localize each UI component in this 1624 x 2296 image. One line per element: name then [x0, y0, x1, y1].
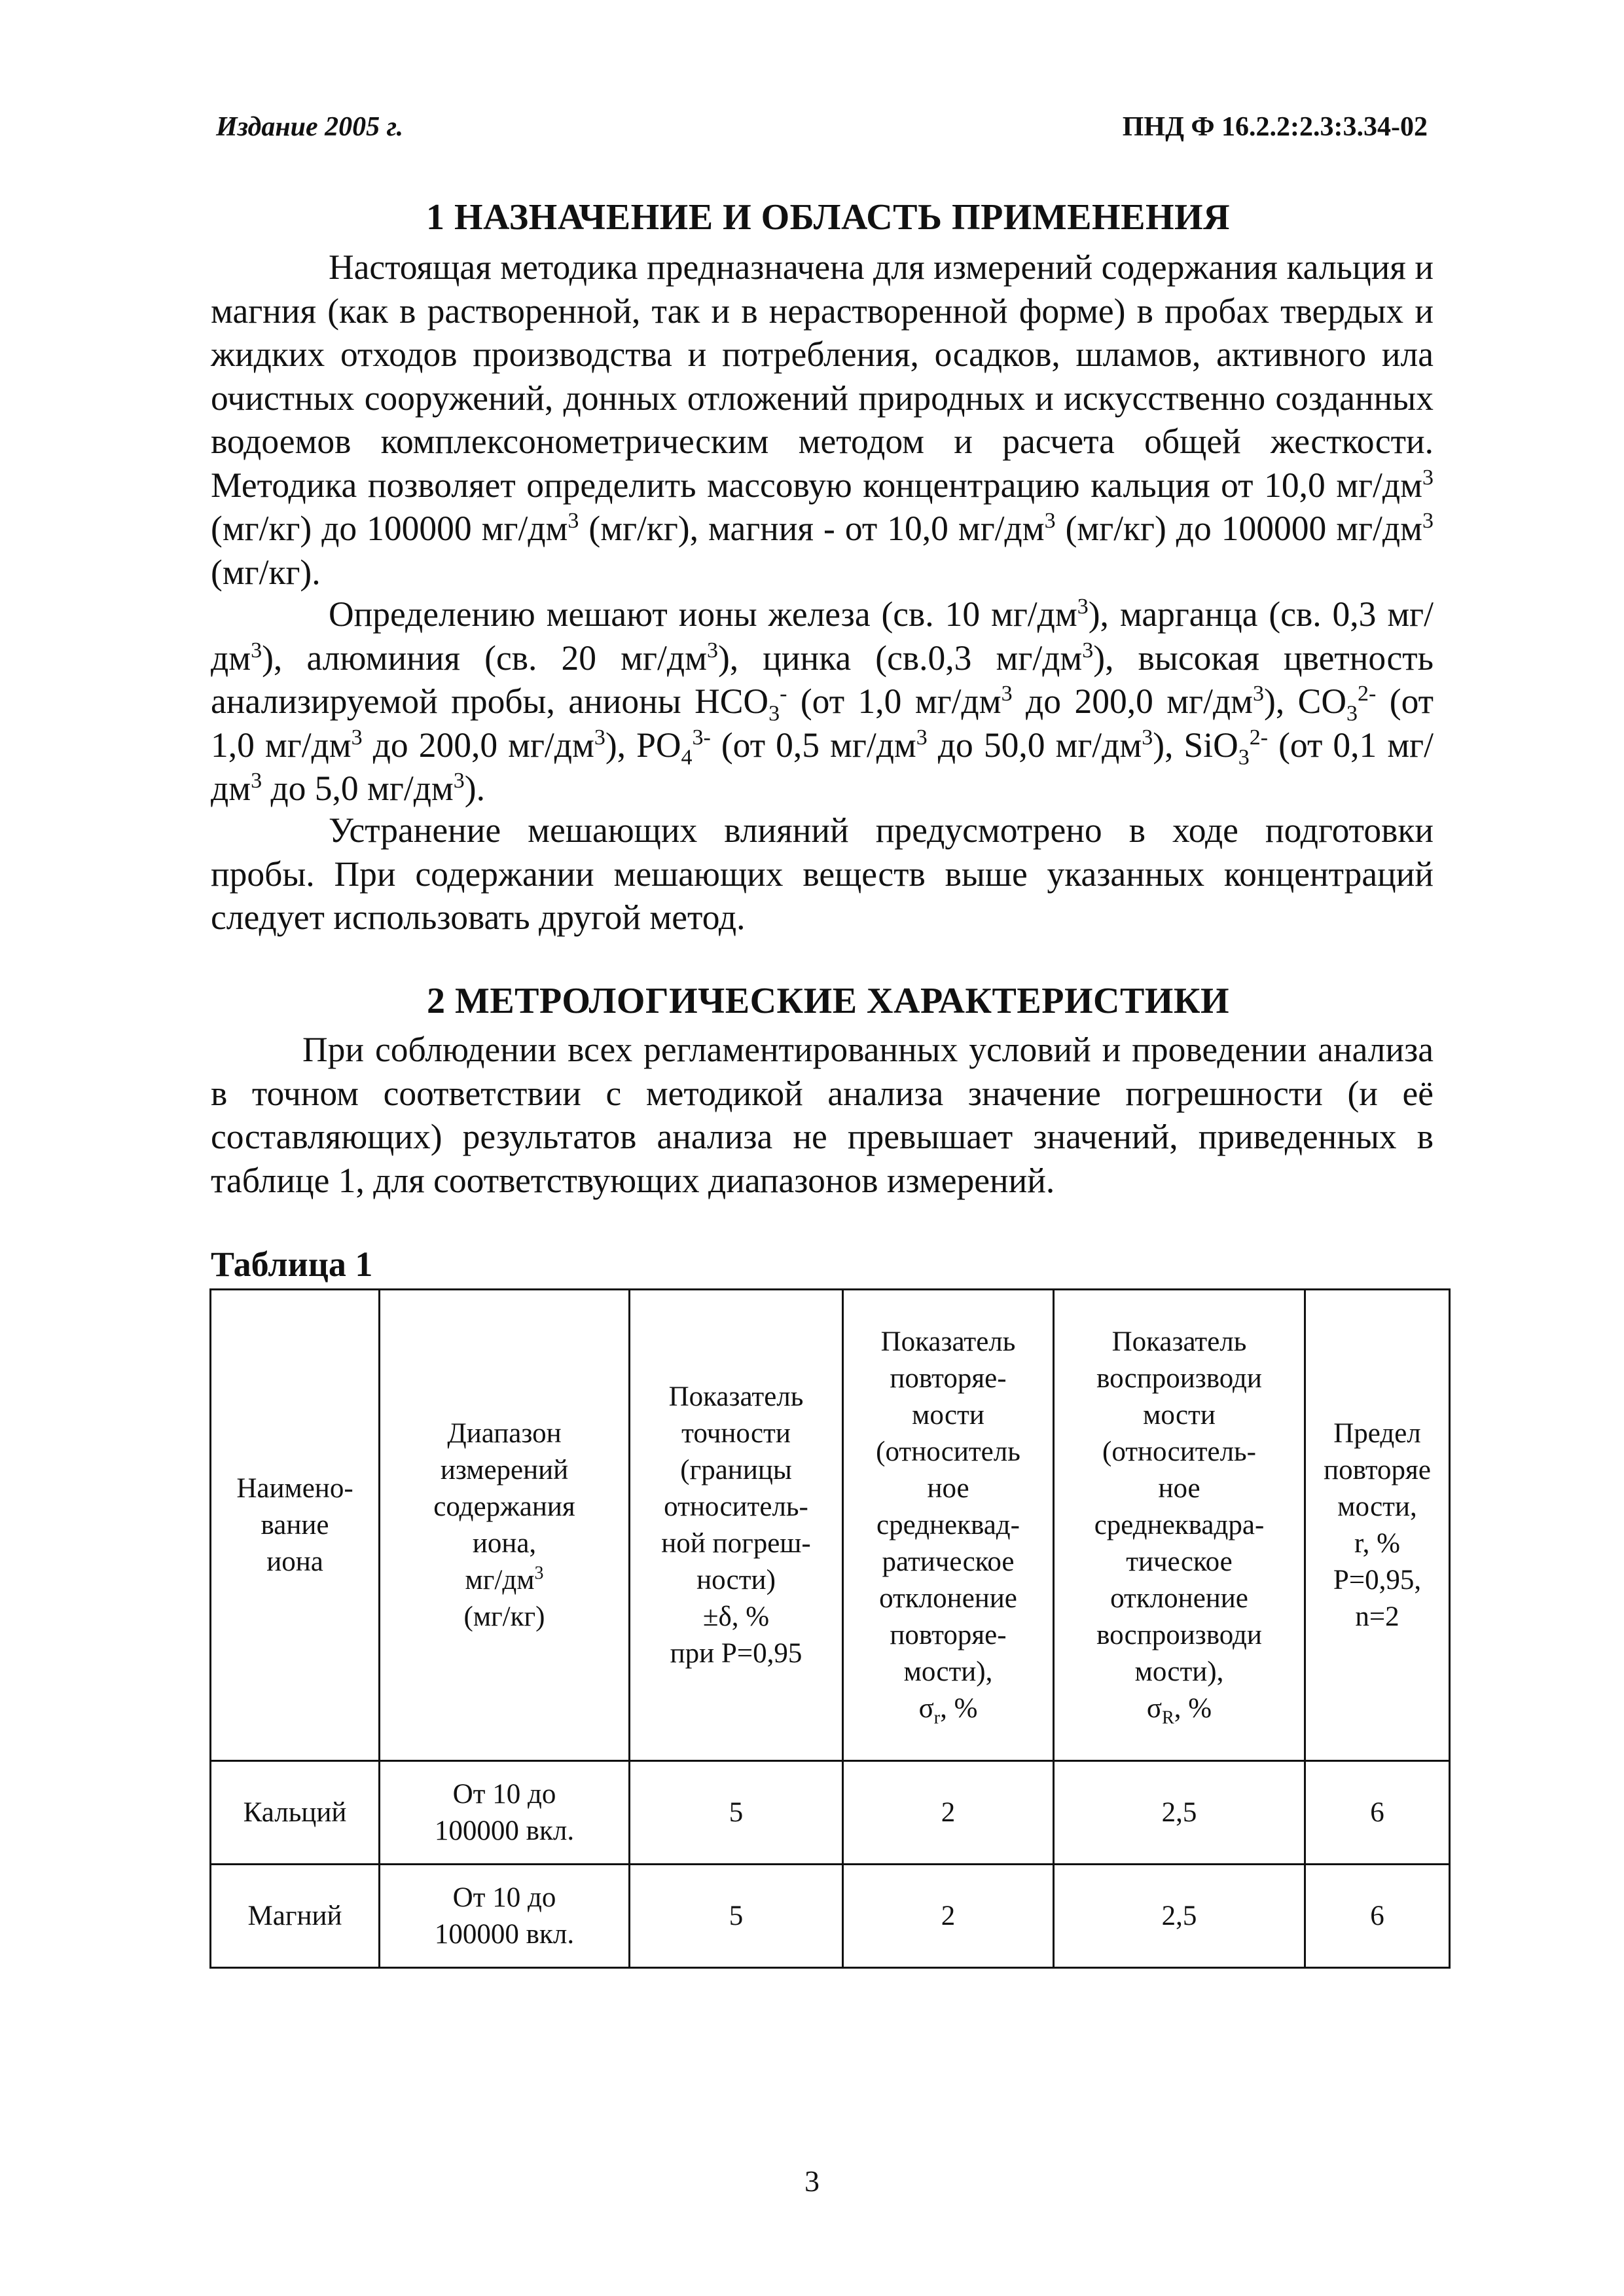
cell-limit: 6: [1305, 1865, 1450, 1968]
section-1-title: 1 НАЗНАЧЕНИЕ И ОБЛАСТЬ ПРИМЕНЕНИЯ: [425, 197, 1231, 238]
cell-repeatability: 2: [843, 1865, 1054, 1968]
section-1-paragraph-2: Определению мешают ионы железа (св. 10 $мг/дм^3$), марганца (св. 0,3 $мг/дм^3$), алюминия (св. 20 $мг/дм^3$), цинка (св.0,3 $мг/дм^3$), высокая цветность анализируемой пробы, анионы $HCO_3^-$ (от 1,0 $мг/дм^3$ до 200,0 $мг/дм^3$), $CO_3^{2-}$ (от 1,0 $мг/дм^3$ до 200,0 $мг/дм^3$), $PO_4^{3-}$ (от 0,5 $мг/дм^3$ до 50,0 $мг/дм^3$), SiO$_3^{2-}$ (от 0,1 $мг/дм^3$ до 5,0 $мг/дм^3$).: [211, 594, 1434, 808]
section-2-title: 2 МЕТРОЛОГИЧЕСКИЕ ХАРАКТЕРИСТИКИ: [426, 981, 1230, 1021]
table-row: [211, 1761, 1450, 1865]
cell-accuracy: 5: [630, 1865, 843, 1968]
cell-ion: Кальций: [211, 1761, 380, 1865]
section-1-paragraph-1: Настоящая методика предназначена для измерений содержания кальция и магния (как в растворенной, так и в нерастворенной форме) в пробах твердых и жидких отходов производства и потребления, осадков, шламов, активного ила очистных сооружений, донных отложений природных и искусственно созданных водоемов комплексонометрическим методом и расчета общей жесткости. Методика позволяет определить массовую концентрацию кальция от 10,0 $мг/дм^3$ (мг/кг) до 100000 $мг/дм^3$ (мг/кг), магния - от 10,0 $мг/дм^3$ (мг/кг) до 100000 $мг/дм^3$ (мг/кг).: [211, 247, 1434, 592]
cell-accuracy: 5: [630, 1761, 843, 1865]
table-header-row: [211, 1290, 1450, 1761]
header-repeatability-limit: Предел повторяе мости, r, % Р=0,95, n=2: [1305, 1290, 1450, 1761]
metrology-table: [209, 1288, 1451, 1969]
section-1-paragraph-3: Устранение мешающих влияний предусмотрено в ходе подготовки пробы. При содержании мешающих веществ выше указанных концентраций следует использовать другой метод.: [211, 811, 1434, 937]
document-code: ПНД Ф 16.2.2:2.3:3.34-02: [1122, 112, 1428, 142]
cell-repeatability: 2: [843, 1761, 1054, 1865]
section-2-paragraph-1: При соблюдении всех регламентированных условий и проведении анализа в точном соответствии с методикой анализа значение погрешности (и её составляющих) результатов анализа не превышает значений, приведенных в таблице 1, для соответствующих диапазонов измерений.: [211, 1030, 1434, 1200]
header-repeatability: Показатель повторяе- мости (относитель ное среднеквад- ратическое отклонение повторяе- мости), $\sigma_r$, %: [843, 1290, 1054, 1761]
cell-range: От 10 до 100000 вкл.: [380, 1865, 630, 1968]
cell-reproducibility: 2,5: [1054, 1761, 1305, 1865]
page-number: 3: [804, 2164, 820, 2198]
cell-range: От 10 до 100000 вкл.: [380, 1761, 630, 1865]
table-row: [211, 1865, 1450, 1968]
edition-label: Издание 2005 г.: [216, 112, 404, 142]
cell-ion: Магний: [211, 1865, 380, 1968]
header-measurement-range: Диапазон измерений содержания иона, $мг/дм^3$ (мг/кг): [380, 1290, 630, 1761]
cell-reproducibility: 2,5: [1054, 1865, 1305, 1968]
table-caption: Таблица 1: [211, 1245, 373, 1284]
header-reproducibility: Показатель воспроизводи мости (относитель- ное среднеквадра- тическое отклонение воспроизводи мости), $\sigma_R$, %: [1054, 1290, 1305, 1761]
header-accuracy: Показатель точности (границы относитель- ной погреш- ности) ±δ, % при Р=0,95: [630, 1290, 843, 1761]
cell-limit: 6: [1305, 1761, 1450, 1865]
header-ion-name: Наимено- вание иона: [211, 1290, 380, 1761]
